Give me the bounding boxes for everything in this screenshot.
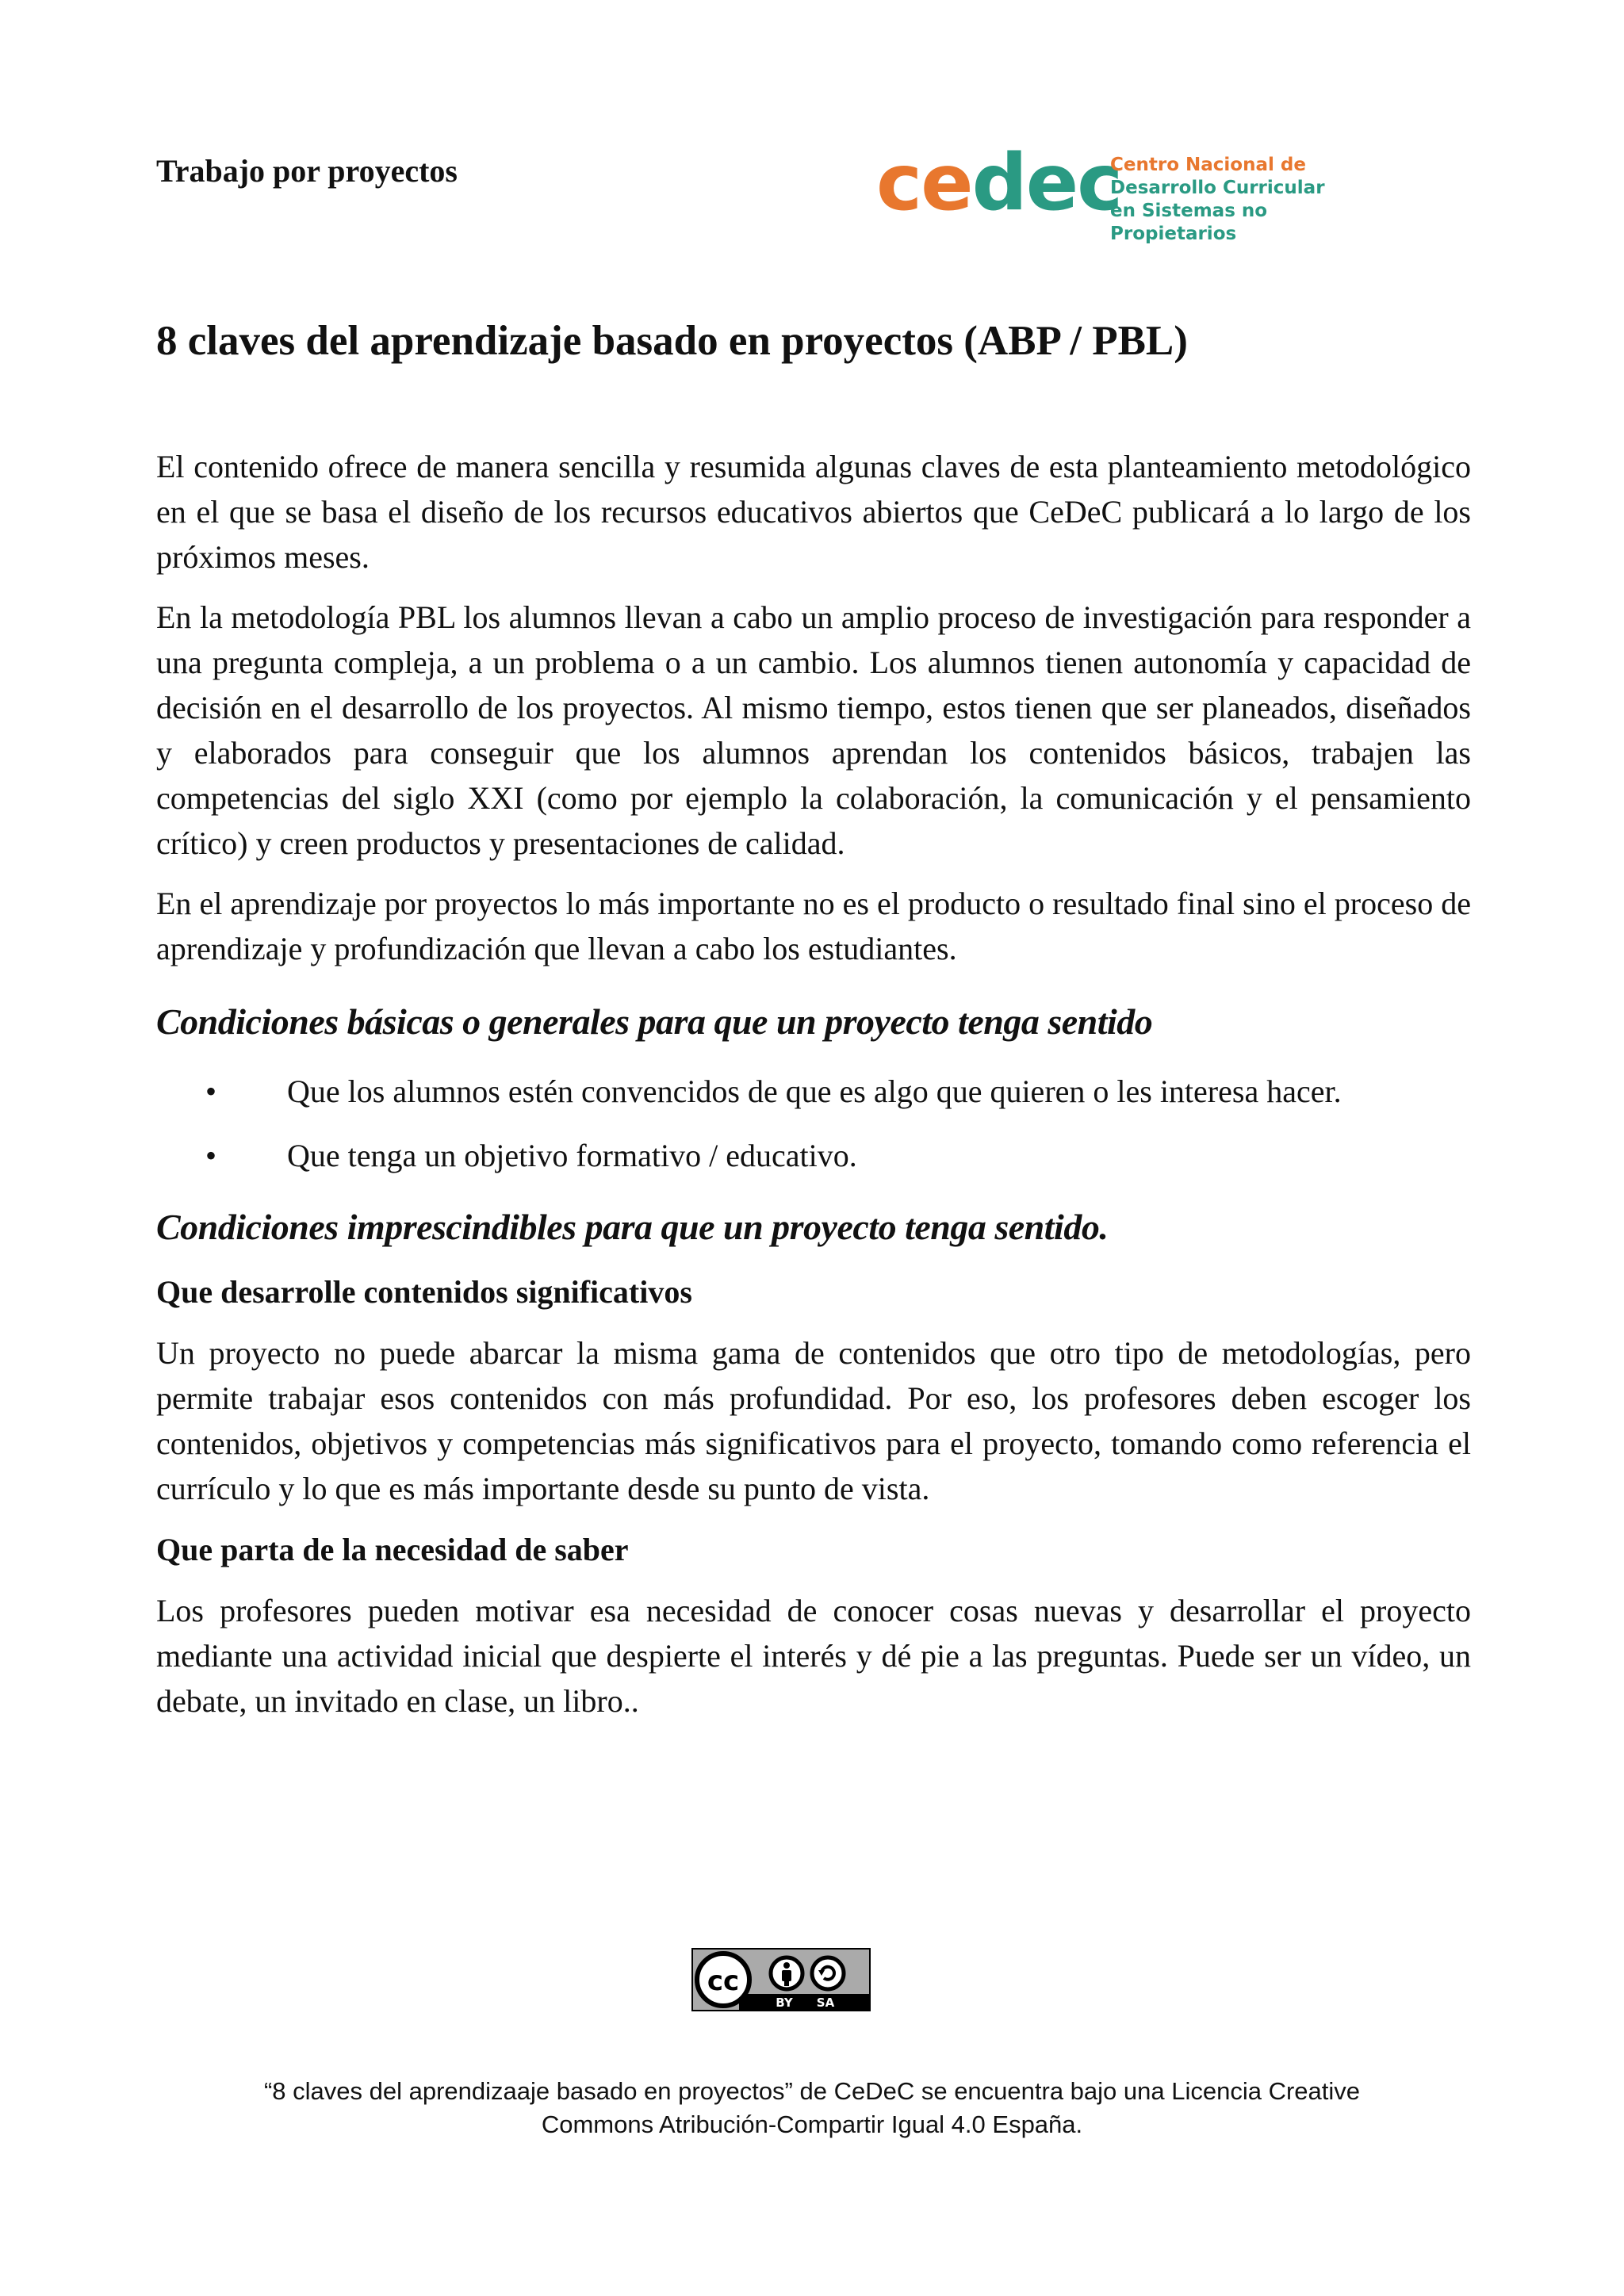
logo-word-part1: ce: [876, 138, 972, 228]
intro-paragraph-2: En la metodología PBL los alumnos llevan a cabo un amplio proceso de investigación para responder a una pregunta compleja, a un problema o a un cambio. Los alumnos tienen autonomía y capacidad de decisión en el desarrollo de los proyectos. Al mismo tiempo, estos tienen que ser planeados, diseñados y elaborados para conseguir que los alumnos aprendan los contenidos básicos, trabajen las competencias del siglo XXI (como por ejemplo la colaboración, la comunicación y el pensamiento crítico) y creen productos y presentaciones de calidad.: [156, 599, 1471, 861]
intro-paragraph-1: El contenido ofrece de manera sencilla y resumida algunas claves de esta planteamiento metodológico en el que se basa el diseño de los recursos educativos abiertos que CeDeC publicará a lo largo de los próximos meses.: [156, 449, 1471, 575]
cc-by-sa-license-icon: [691, 1948, 871, 2011]
subheading-need-to-know: Que parta de la necesidad de saber: [156, 1532, 629, 1567]
cc-label: cc: [707, 1965, 740, 1997]
logo-word-part2: dec: [971, 138, 1122, 228]
header-title: Trabajo por proyectos: [156, 153, 458, 189]
sa-share-alike-icon: [812, 1957, 844, 1989]
intro-paragraph-3: En el aprendizaje por proyectos lo más importante no es el producto o resultado final sino el proceso de aprendizaje y profundización que llevan a cabo los estudiantes.: [156, 886, 1471, 966]
bullet-icon: •: [205, 1138, 217, 1173]
section-heading-basic-conditions: Condiciones básicas o generales para que un proyecto tenga sentido: [156, 1001, 1153, 1042]
list-item-text: Que tenga un objetivo formativo / educativo.: [287, 1138, 857, 1173]
bullet-icon: •: [205, 1073, 217, 1109]
license-line-1: “8 claves del aprendizaaje basado en proyectos” de CeDeC se encuentra bajo una Licencia Creative: [263, 2077, 1361, 2105]
logo-line-2: Desarrollo Curricular: [1110, 178, 1325, 198]
basic-conditions-list: [156, 1069, 1471, 1197]
need-to-know-paragraph: Los profesores pueden motivar esa necesidad de conocer cosas nuevas y desarrollar el proyecto mediante una actividad inicial que despierte el interés y dé pie a las preguntas. Puede ser un vídeo, un debate, un invitado en clase, un libro..: [156, 1593, 1471, 1719]
meaningful-content-paragraph: Un proyecto no puede abarcar la misma gama de contenidos que otro tipo de metodologías, pero permite trabajar esos contenidos con más profundidad. Por eso, los profesores deben escoger los contenidos, objetivos y competencias más significativos para el proyecto, tomando como referencia el currículo y lo que es más importante desde su punto de vista.: [156, 1335, 1471, 1506]
logo-line-3: en Sistemas no Propietarios: [1110, 201, 1268, 244]
list-item: [156, 1069, 1471, 1133]
license-footer: [159, 2075, 1465, 2141]
document-title: 8 claves del aprendizaje basado en proyectos (ABP / PBL): [156, 318, 1188, 364]
logo-line-1: Centro Nacional de: [1110, 155, 1306, 175]
list-item: [156, 1133, 1471, 1197]
subheading-meaningful-content: Que desarrolle contenidos significativos: [156, 1274, 692, 1310]
list-item-text: Que los alumnos estén convencidos de que es algo que quieren o les interesa hacer.: [287, 1073, 1342, 1109]
by-label: BY: [776, 1996, 793, 2010]
section-heading-essential-conditions: Condiciones imprescindibles para que un proyecto tenga sentido.: [156, 1207, 1109, 1247]
logo-wordmark: [876, 138, 1122, 228]
cedec-logo: [876, 138, 1352, 244]
logo-subtitle: [1110, 154, 1356, 246]
license-line-2: Commons Atribución-Compartir Igual 4.0 España.: [541, 2110, 1083, 2138]
sa-label: SA: [816, 1996, 835, 2010]
